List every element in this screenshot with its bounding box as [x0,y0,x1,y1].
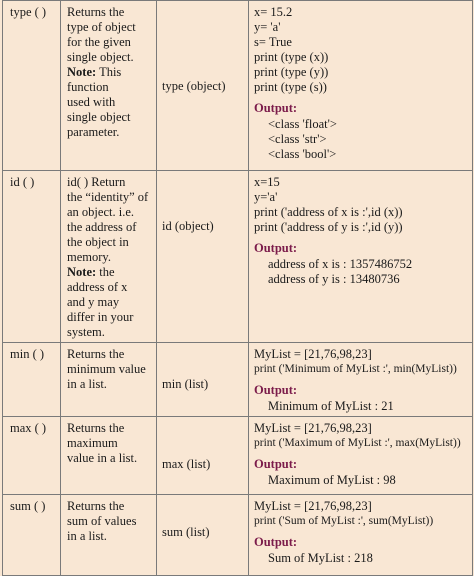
function-example: MyList = [21,76,98,23] print ('Sum of MyList :', sum(MyList)) Output: Sum of MyList : 218 [249,495,473,576]
function-description: id( ) Return the “identity” of an object. i.e. the address of the object in memory. Note: the address of x and y may differ in your system. [61,171,157,343]
function-syntax: type (object) [157,1,249,171]
output-heading: Output: [254,101,298,115]
function-example: MyList = [21,76,98,23] print ('Minimum of MyList :', min(MyList)) Output: Minimum of MyList : 21 [249,343,473,417]
function-description: Returns the maximum value in a list. [61,417,157,495]
builtin-functions-table [2,0,473,576]
function-example: x=15 y='a' print ('address of x is :',id (x)) print ('address of y is :',id (y)) Output: address of x is : 1357486752 address of y is : 13480736 [249,171,473,343]
output-heading: Output: [254,241,298,255]
function-example: x= 15.2 y= 'a' s= True print (type (x)) print (type (y)) print (type (s)) Output: <class 'float'> <class 'str'> <class 'bool'> [249,1,473,171]
table-row [3,417,473,495]
function-description: Returns the minimum value in a list. [61,343,157,417]
function-syntax: min (list) [157,343,249,417]
output-heading: Output: [254,383,298,397]
table-row [3,343,473,417]
function-name: id ( ) [3,171,61,343]
output-heading: Output: [254,457,298,471]
table-row [3,1,473,171]
function-example: MyList = [21,76,98,23] print ('Maximum of MyList :', max(MyList)) Output: Maximum of MyList : 98 [249,417,473,495]
function-syntax: id (object) [157,171,249,343]
table-row [3,495,473,576]
output-heading: Output: [254,535,298,549]
function-name: max ( ) [3,417,61,495]
note-label: Note: [67,65,97,79]
function-name: min ( ) [3,343,61,417]
function-syntax: sum (list) [157,495,249,576]
function-syntax: max (list) [157,417,249,495]
function-name: sum ( ) [3,495,61,576]
table-row [3,171,473,343]
function-description: Returns the type of object for the given single object. Note: This function used with single object parameter. [61,1,157,171]
function-name: type ( ) [3,1,61,171]
note-label: Note: [67,265,97,279]
function-description: Returns the sum of values in a list. [61,495,157,576]
